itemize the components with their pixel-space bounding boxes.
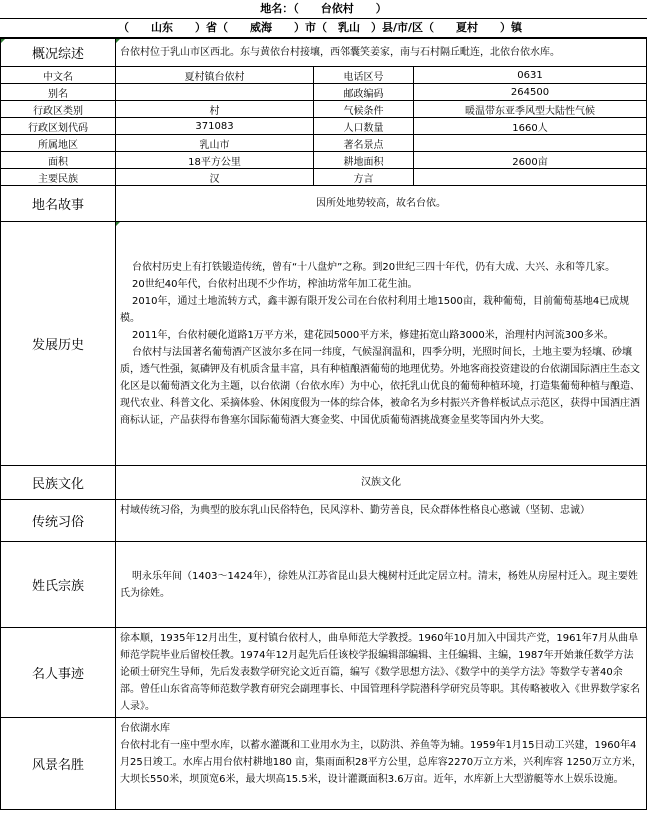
fact-key: 中文名 [1,67,116,84]
history-paragraph: 2011年，台依村硬化道路1万平方米，建花园5000平方米，修建拓宽山路3000米，治理村内河流300多米。 [132,329,614,341]
fact-key: 著名景点 [314,135,414,152]
people-text: 徐本顺，1935年12月出生，夏村镇台依村人，曲阜师范大学教授。1960年10月加入中国共产党，1961年7月从曲阜师范学院毕业后留校任教。1974年12月起先后任该校学报编辑部编辑、主任编辑、主编，1987年开始兼任数学方法论硕士研究生导师，先后发表数学研究论文近百篇，编写《数学思想方法》、《数学中的美学方法》等数学专著40余部。曾任山东省高等师范数学教育研究会副理事长、中国管理科学院潜科学研究员等职。其传略被收入《世界数学家名人录》。 [116,628,647,718]
history-paragraph: 台依村历史上有打铁锻造传统，曾有“十八盘炉”之称。到20世纪三四十年代，仍有大成、大兴、永和等几家。 [132,261,616,273]
history-label: 发展历史 [1,222,116,466]
fact-value [116,84,314,101]
fact-value: 夏村镇台依村 [116,67,314,84]
history-paragraph: 台依村与法国著名葡萄酒产区波尔多在同一纬度，气候湿润温和，四季分明，光照时间长，土地主要为轻壤、砂壤质，透气性强，氮磷钾及有机质含量丰富，具有种植酿酒葡萄的地理优势。外地客商投资建设的台依湖国际酒庄生态文化区是以葡萄酒文化为主题，以台依湖（台依水库）为中心，依托乳山优良的葡萄种植环境，打造集葡萄种植与酿造、现代农业、科普文化、采摘体验、休闲度假为一体的综合体，被命名为乡村振兴齐鲁样板试点示范区，获得中国酒庄酒商标认证，产品获得布鲁塞尔国际葡萄酒大赛金奖、中国优质葡萄酒挑战赛金星奖等国内外大奖。 [120,346,640,426]
fact-key: 邮政编码 [314,84,414,101]
location-line: （ 山东 ）省（ 威海 ）市（ 乳山 ）县/市/区（ 夏村 ）镇 [0,19,647,38]
scenery-label: 风景名胜 [1,718,116,810]
fact-value: 暖温带东亚季风型大陆性气候 [414,101,647,118]
fact-key: 方言 [314,169,414,186]
history-paragraph: 20世纪40年代，台依村出现不少作坊，榨油坊常年加工花生油。 [132,278,418,290]
fact-key: 气候条件 [314,101,414,118]
overview-text: 台依村位于乳山市区西北。东与黄依台村接壤，西邻囊笑姜家，南与石村隔丘毗连，北依台依水库。 [116,39,647,67]
fact-value: 村 [116,101,314,118]
overview-label: 概况综述 [1,39,116,67]
clan-label: 姓氏宗族 [1,542,116,628]
scenery-description: 台依村北有一座中型水库，以蓄水灌溉和工业用水为主，以防洪、养鱼等为辅。1959年1月15日动工兴建，1960年4月25日竣工。水库占用台依村耕地180 亩，集雨面积28平方公里，总库容2270万立方米，兴利库容 1250万立方米，大坝长550米，坝顶宽6米，最大坝高15.5米，设计灌溉面积3.6万亩。近年，水库新上大型游艇等水上娱乐设施。 [120,740,642,785]
history-text [116,222,647,466]
fact-value: 1660人 [414,118,647,135]
fact-value: 汉 [116,169,314,186]
fact-value: 264500 [414,84,647,101]
clan-paragraph: 明永乐年间（1403～1424年），徐姓从江苏省昆山县大槐树村迁此定居立村。清末，杨姓从房屋村迁入。现主要姓氏为徐姓。 [120,570,638,599]
fact-key: 别名 [1,84,116,101]
fact-key: 主要民族 [1,169,116,186]
scenery-text [116,718,647,810]
fact-key: 电话区号 [314,67,414,84]
fact-key: 面积 [1,152,116,169]
scenery-name: 台依湖水库 [120,723,170,734]
fact-value: 2600亩 [414,152,647,169]
clan-text [116,542,647,628]
ethnic-label: 民族文化 [1,466,116,500]
fact-value [414,135,647,152]
fact-value [414,169,647,186]
story-label: 地名故事 [1,186,116,222]
people-label: 名人事迹 [1,628,116,718]
fact-key: 耕地面积 [314,152,414,169]
fact-value: 0631 [414,67,647,84]
fact-key: 人口数量 [314,118,414,135]
fact-key: 行政区类别 [1,101,116,118]
customs-text: 村域传统习俗，为典型的胶东乳山民俗特色，民风淳朴、勤劳善良，民众群体性格良心憨诚（坚韧、忠诚） [116,500,647,542]
history-paragraph: 2010年，通过土地流转方式，鑫丰源有限开发公司在台依村利用土地1500亩，栽种葡萄，目前葡萄基地4已成规模。 [120,295,630,324]
info-table [0,38,647,810]
fact-key: 所属地区 [1,135,116,152]
fact-value: 18平方公里 [116,152,314,169]
ethnic-text: 汉族文化 [116,466,647,500]
customs-label: 传统习俗 [1,500,116,542]
fact-key: 行政区划代码 [1,118,116,135]
fact-value: 371083 [116,118,314,135]
page-title: 地名：（ 台依村 ） [0,0,647,19]
story-text: 因所处地势较高，故名台依。 [116,186,647,222]
fact-value: 乳山市 [116,135,314,152]
